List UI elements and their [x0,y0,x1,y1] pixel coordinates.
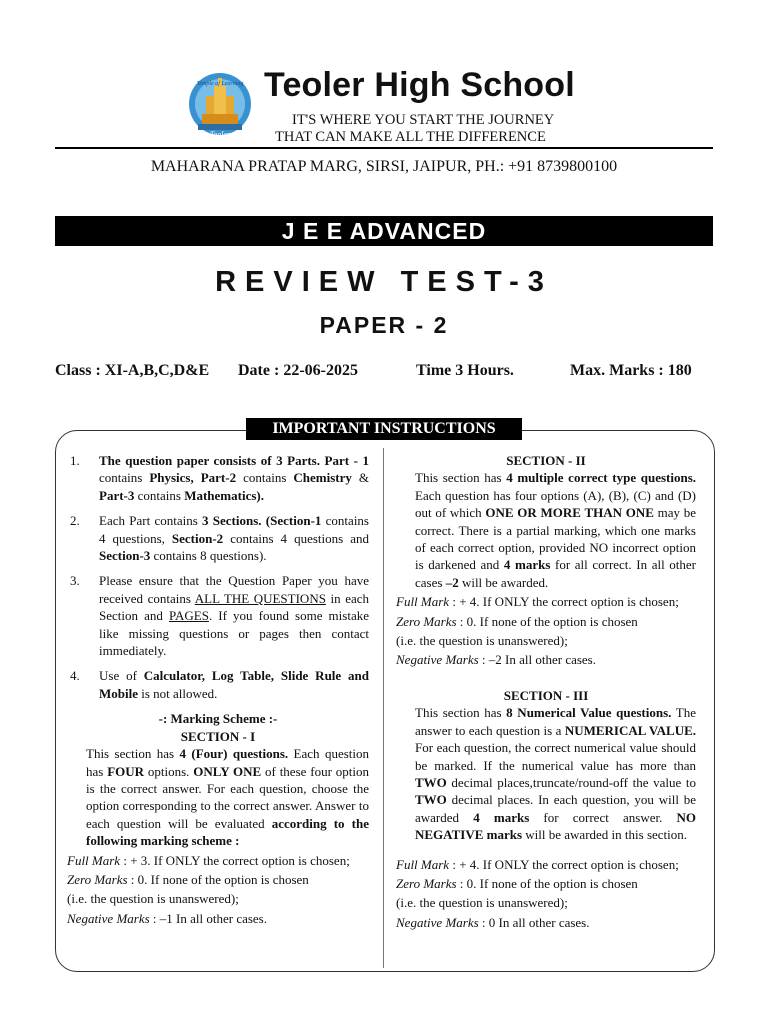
section-1-zero-mark: Zero Marks : 0. If none of the option is chosen [67,871,309,887]
section-3-full-mark: Full Mark : + 4. If ONLY the correct option is chosen; [396,856,679,872]
instruction-number: 3. [70,573,80,589]
section-1-zero-note: (i.e. the question is unanswered); [67,891,239,907]
header-rule [55,147,713,149]
logo-arc-text: Temple of Learning [196,81,244,87]
exam-band: J E E ADVANCED [55,216,713,246]
meta-date: Date : 22-06-2025 [238,362,358,379]
section-3-title: SECTION - III [503,687,589,703]
instruction-number: 2. [70,513,80,529]
zero-mark-label: Zero Marks [67,871,128,887]
paper-subtitle: PAPER - 2 [319,312,449,338]
instruction-number: 4. [70,668,80,684]
instruction-list [67,452,369,702]
section-3-negative-mark: Negative Marks : 0 In all other cases. [396,914,590,930]
column-divider [383,448,384,968]
instruction-item [67,572,369,659]
logo-bottom-text: Teoler [209,130,231,139]
section-2-zero-note: (i.e. the question is unanswered); [396,633,568,649]
marking-scheme-title: -: Marking Scheme :- [158,711,278,727]
school-name: Teoler High School [264,66,575,104]
section-1-description: This section has 4 (Four) questions. Each question has FOUR options. ONLY ONE of these four option is the correct answer. For each question, choose the option corresponding to the correct answer. Answer to each question will be evaluated according to the following marking scheme : [86,746,369,849]
section-2-title: SECTION - II [506,453,586,468]
section-3-zero-note: (i.e. the question is unanswered); [396,895,568,911]
section-2-zero-mark: Zero Marks : 0. If none of the option is chosen [396,613,638,629]
instruction-number: 1. [70,453,80,468]
test-title: REVIEW TEST-3 [215,266,553,298]
full-mark-label: Full Mark [67,852,121,868]
school-logo [178,70,262,140]
section-1-full-mark: Full Mark : + 3. If ONLY the correct option is chosen; [67,852,350,868]
section-3-description: This section has 8 Numerical Value questions. The answer to each question is a NUMERICAL VALUE. For each question, the correct numerical value should be marked. If the numerical value has more than TWO decimal places,truncate/round-off the value to TWO decimal places. In each question, you will be awarded 4 marks for correct answer. NO NEGATIVE marks will be awarded in this section. [415,705,697,843]
meta-time: Time 3 Hours. [416,362,514,379]
section-1-title: SECTION - I [180,728,256,744]
section-2-description: This section has 4 multiple correct type questions. Each question has four options (A), (B), (C) and (D) out of which ONE OR MORE THAN ONE may be correct. There is a partial marking, which one marks of each correct option, provided NO incorrect option is darkened and 4 marks for all correct. In all other cases –2 will be awarded. [415,470,697,590]
section-3-zero-mark: Zero Marks : 0. If none of the option is chosen [396,875,638,891]
instructions-title: IMPORTANT INSTRUCTIONS [246,418,522,440]
tagline-line-2: THAT CAN MAKE ALL THE DIFFERENCE [275,129,546,145]
instruction-text: Please ensure that the Question Paper you have received contains ALL THE QUESTIONS in each Section and PAGES. If you found some mistake like missing questions or pages then contact immediately. [99,573,370,659]
school-address: MAHARANA PRATAP MARG, SIRSI, JAIPUR, PH.: +91 8739800100 [150,158,618,175]
meta-marks: Max. Marks : 180 [570,362,692,379]
right-column [396,452,696,931]
section-2-negative-mark: Negative Marks : –2 In all other cases. [396,652,596,668]
meta-class: Class : XI-A,B,C,D&E [55,362,210,379]
instruction-item [67,452,369,504]
instruction-item [67,667,369,702]
left-column [67,452,369,927]
instruction-text: The question paper consists of 3 Parts. Part - 1 contains Physics, Part-2 contains Chemistry & Part-3 contains Mathematics). [99,453,369,503]
instruction-item [67,512,369,564]
instruction-text: Each Part contains 3 Sections. (Section-1 contains 4 questions, Section-2 contains 4 questions and Section-3 contains 8 questions). [99,513,369,564]
section-1-negative-mark: Negative Marks : –1 In all other cases. [67,910,267,926]
instruction-text: Use of Calculator, Log Table, Slide Rule and Mobile is not allowed. [99,668,369,701]
section-2-full-mark: Full Mark : + 4. If ONLY the correct option is chosen; [396,594,679,610]
school-header [0,0,768,150]
tagline-line-1: IT'S WHERE YOU START THE JOURNEY [292,112,555,128]
negative-mark-label: Negative Marks [67,910,150,926]
